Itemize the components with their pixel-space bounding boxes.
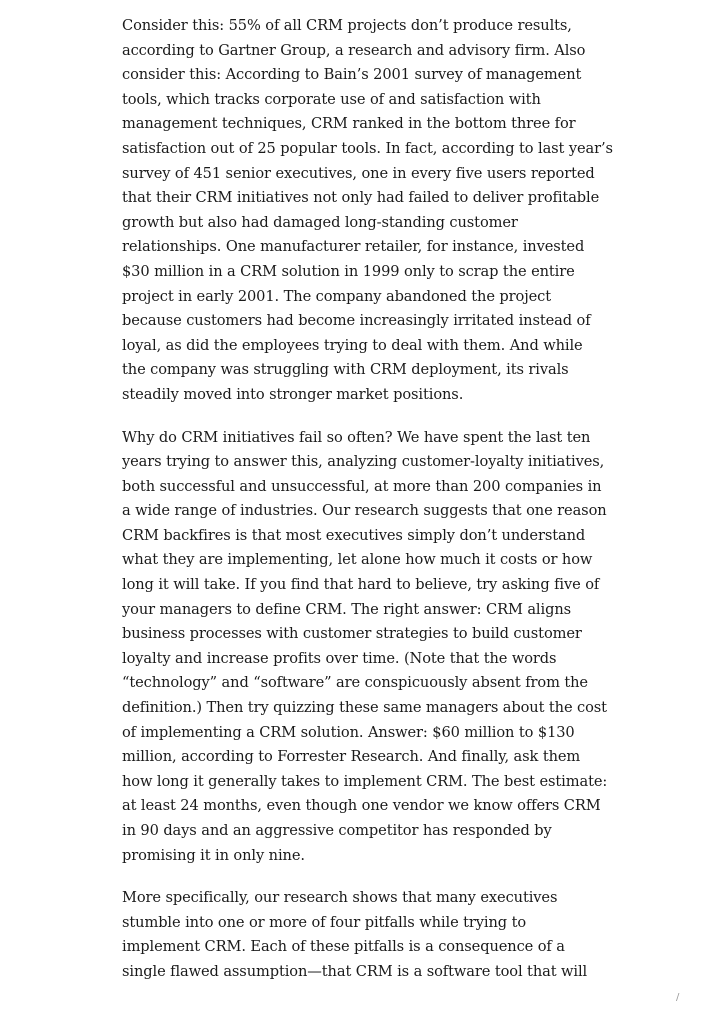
text-line: business processes with customer strategies to build customer xyxy=(122,625,582,643)
text-line: your managers to define CRM. The right answer: CRM aligns xyxy=(122,600,572,618)
text-line: single flawed assumption—that CRM is a software tool that will xyxy=(122,962,588,980)
text-line: because customers had become increasingly irritated instead of xyxy=(122,312,591,330)
paragraph-3 xyxy=(122,886,608,984)
text-line: what they are implementing, let alone how much it costs or how xyxy=(122,551,593,569)
text-line: tools, which tracks corporate use of and satisfaction with xyxy=(122,90,541,108)
text-line: Why do CRM initiatives fail so often? We have spent the last ten xyxy=(122,428,591,446)
text-line: the company was struggling with CRM deployment, its rivals xyxy=(122,361,569,379)
text-line: consider this: According to Bain’s 2001 survey of management xyxy=(122,66,582,84)
text-line: how long it generally takes to implement CRM. The best estimate: xyxy=(122,772,608,790)
text-line: survey of 451 senior executives, one in every five users reported xyxy=(122,164,595,182)
text-line: of implementing a CRM solution. Answer: $60 million to $130 xyxy=(122,723,575,741)
text-line: that their CRM initiatives not only had failed to deliver profitable xyxy=(122,189,600,207)
text-line: implement CRM. Each of these pitfalls is a consequence of a xyxy=(122,938,565,956)
text-line: steadily moved into stronger market positions. xyxy=(122,385,464,403)
paragraph-1 xyxy=(122,14,613,408)
text-line: long it will take. If you find that hard to believe, try asking five of xyxy=(122,576,600,594)
text-line: satisfaction out of 25 popular tools. In fact, according to last year’s xyxy=(122,139,613,157)
text-line: in 90 days and an aggressive competitor has responded by xyxy=(122,822,552,839)
text-line: More specifically, our research shows that many executives xyxy=(122,889,558,907)
text-line: promising it in only nine. xyxy=(122,846,305,864)
text-line: relationships. One manufacturer retailer, for instance, invested xyxy=(122,238,585,256)
text-line: both successful and unsuccessful, at more than 200 companies in xyxy=(122,477,602,495)
text-line: project in early 2001. The company abandoned the project xyxy=(122,287,551,305)
text-line: “technology” and “software” are conspicuously absent from the xyxy=(122,674,588,692)
text-line: years trying to answer this, analyzing customer-loyalty initiatives, xyxy=(122,453,605,471)
text-line: definition.) Then try quizzing these same managers about the cost xyxy=(122,699,607,717)
text-line: at least 24 months, even though one vendor we know offers CRM xyxy=(122,797,601,815)
text-line: CRM backfires is that most executives simply don’t understand xyxy=(122,526,586,544)
text-line: Consider this: 55% of all CRM projects don’t produce results, xyxy=(122,17,572,34)
paragraph-2 xyxy=(122,426,608,869)
article-body xyxy=(122,14,613,1003)
text-line: according to Gartner Group, a research and advisory firm. Also xyxy=(122,41,586,59)
text-line: growth but also had damaged long-standing customer xyxy=(122,213,518,231)
text-line: loyalty and increase profits over time. (Note that the words xyxy=(122,649,557,667)
text-line: management techniques, CRM ranked in the bottom three for xyxy=(122,115,576,133)
text-line: stumble into one or more of four pitfalls while trying to xyxy=(122,913,527,931)
page-corner-mark: / xyxy=(676,992,680,1003)
text-line: loyal, as did the employees trying to deal with them. And while xyxy=(122,336,583,354)
text-line: $30 million in a CRM solution in 1999 only to scrap the entire xyxy=(122,262,575,280)
text-line: a wide range of industries. Our research suggests that one reason xyxy=(122,502,607,520)
text-line: million, according to Forrester Research. And finally, ask them xyxy=(122,748,581,766)
